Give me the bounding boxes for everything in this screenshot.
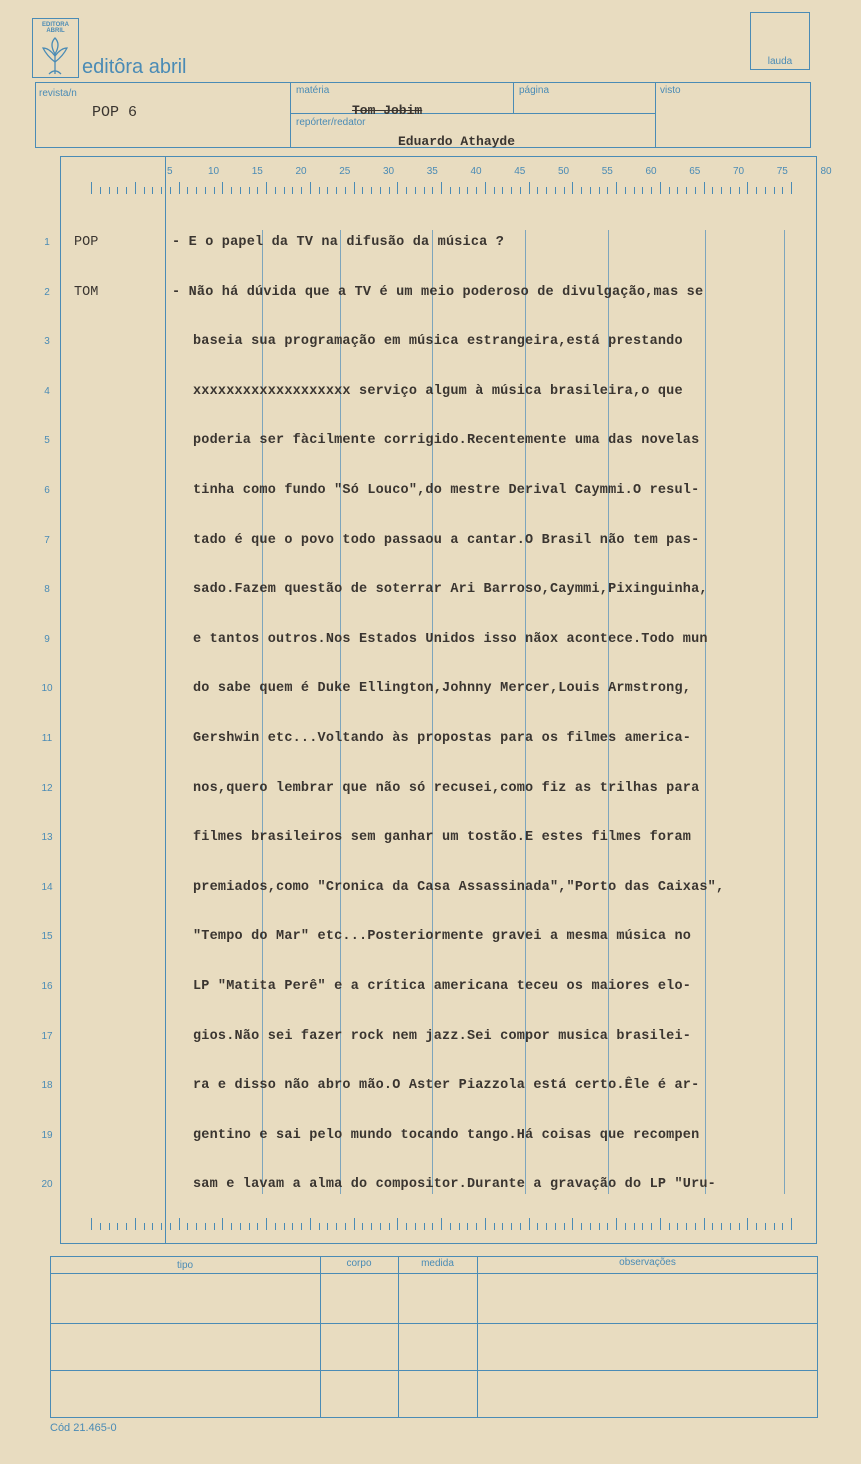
- line-number: 4: [44, 385, 50, 397]
- ruler-tick: [616, 1218, 617, 1230]
- ruler-tick: [327, 1223, 328, 1230]
- ruler-tick: [686, 1223, 687, 1230]
- line-number: 10: [41, 683, 53, 695]
- line-number: 5: [44, 435, 50, 447]
- ruler-number: 5: [166, 166, 173, 177]
- typed-line: Gershwin etc...Voltando às propostas para os filmes america-: [193, 731, 692, 746]
- typed-line: poderia ser fàcilmente corrigido.Recentemente uma das novelas: [193, 433, 700, 449]
- ruler-tick: [467, 1223, 468, 1230]
- ruler-tick: [607, 1223, 608, 1230]
- ruler-tick: [791, 1218, 792, 1230]
- ruler-tick: [257, 1223, 258, 1230]
- line-number: 13: [41, 832, 53, 844]
- ruler-tick: [494, 1223, 495, 1230]
- ruler-tick: [152, 1223, 153, 1230]
- ruler-tick: [415, 1223, 416, 1230]
- ruler-tick: [555, 1223, 556, 1230]
- ruler-tick: [231, 1223, 232, 1230]
- form-code: Cód 21.465-0: [50, 1422, 117, 1434]
- revista-label: revista/n: [39, 88, 77, 99]
- pagina-label: página: [519, 85, 550, 96]
- ruler-tick: [222, 1218, 223, 1230]
- ruler-number: 60: [645, 166, 657, 177]
- ruler-tick: [406, 1223, 407, 1230]
- ruler-tick: [511, 1223, 512, 1230]
- ruler-tick: [109, 1223, 110, 1230]
- typed-line: nos,quero lembrar que não só recusei,como fiz as trilhas para: [193, 780, 700, 796]
- ruler-tick: [371, 1223, 372, 1230]
- ruler-tick: [179, 1218, 180, 1230]
- typed-line: ra e disso não abro mão.O Aster Piazzola está certo.Êle é ar-: [193, 1078, 700, 1094]
- ruler-tick: [625, 1223, 626, 1230]
- ruler-number: 25: [339, 166, 351, 177]
- ruler-tick: [756, 1223, 757, 1230]
- ruler-tick: [782, 1223, 783, 1230]
- ruler-number: 45: [514, 166, 526, 177]
- ruler-tick: [642, 1223, 643, 1230]
- logo-small-text: EDITORA ABRIL: [42, 22, 69, 34]
- ruler-tick: [240, 1223, 241, 1230]
- ruler-tick: [100, 1223, 101, 1230]
- ruler-number: 65: [689, 166, 701, 177]
- line-number: 15: [41, 931, 53, 943]
- line-number: 19: [41, 1129, 53, 1141]
- typed-line: premiados,como "Cronica da Casa Assassinada","Porto das Caixas",: [193, 879, 725, 895]
- ruler-tick: [450, 1223, 451, 1230]
- ruler-tick: [292, 1223, 293, 1230]
- publisher-name: editôra abril: [82, 56, 187, 78]
- typed-line: "Tempo do Mar" etc...Posteriormente gravei a mesma música no: [193, 929, 692, 945]
- corpo-label: corpo: [346, 1258, 372, 1269]
- line-number: 6: [44, 485, 50, 496]
- ruler-tick: [117, 1223, 118, 1230]
- line-number: 12: [41, 782, 53, 794]
- reporter-label: repórter/redator: [296, 117, 366, 128]
- ruler-tick: [284, 1223, 285, 1230]
- typed-line: LP "Matita Perê" e a crítica americana teceu os maiores elo-: [193, 979, 692, 994]
- medida-label: medida: [421, 1258, 454, 1269]
- typed-line: gios.Não sei fazer rock nem jazz.Sei compor musica brasilei-: [193, 1028, 692, 1044]
- typed-line: tado é que o povo todo passaou a cantar.O Brasil não tem pas-: [193, 532, 700, 548]
- typed-line: xxxxxxxxxxxxxxxxxxx serviço algum à música brasileira,o que: [193, 383, 683, 399]
- speaker-label: POP: [74, 235, 99, 250]
- ruler-tick: [712, 1223, 713, 1230]
- materia-label: matéria: [296, 85, 330, 96]
- ruler-tick: [520, 1223, 521, 1230]
- ruler-tick: [310, 1218, 311, 1230]
- visto-label: visto: [660, 85, 681, 96]
- ruler-tick: [581, 1223, 582, 1230]
- ruler-tick: [572, 1218, 573, 1230]
- ruler-tick: [441, 1218, 442, 1230]
- ruler-tick: [161, 1223, 162, 1230]
- line-number: 20: [41, 1179, 53, 1191]
- line-number: 8: [44, 584, 50, 596]
- revista-value: POP 6: [92, 104, 138, 121]
- ruler-tick: [389, 1223, 390, 1230]
- ruler-tick: [205, 1223, 206, 1230]
- ruler-tick: [546, 1223, 547, 1230]
- ruler-tick: [144, 1223, 145, 1230]
- ruler-tick: [669, 1223, 670, 1230]
- ruler-number: 40: [470, 166, 482, 177]
- ruler-tick: [319, 1223, 320, 1230]
- typed-line: tinha como fundo "Só Louco",do mestre Derival Caymmi.O resul-: [193, 483, 700, 498]
- typed-line: - E o papel da TV na difusão da música ?: [172, 235, 505, 250]
- ruler-tick: [774, 1223, 775, 1230]
- ruler-tick: [126, 1223, 127, 1230]
- typed-line: gentino e sai pelo mundo tocando tango.Há coisas que recompen: [193, 1127, 700, 1143]
- typed-line: filmes brasileiros sem ganhar um tostão.E estes filmes foram: [193, 830, 692, 846]
- line-number: 18: [41, 1080, 53, 1092]
- line-number: 2: [44, 286, 50, 298]
- ruler-tick: [564, 1223, 565, 1230]
- footer-table: [50, 1256, 818, 1418]
- ruler-tick: [196, 1223, 197, 1230]
- ruler-tick: [397, 1218, 398, 1230]
- tipo-label: tipo: [176, 1260, 194, 1271]
- ruler-tick: [651, 1223, 652, 1230]
- ruler-tick: [485, 1218, 486, 1230]
- line-number: 14: [41, 881, 53, 893]
- ruler-number: 10: [207, 166, 220, 177]
- ruler-number: 50: [557, 166, 570, 177]
- ruler-tick: [721, 1223, 722, 1230]
- line-number: 17: [41, 1030, 53, 1042]
- ruler-tick: [336, 1223, 337, 1230]
- line-number: 11: [41, 733, 53, 744]
- line-number: 16: [41, 981, 53, 992]
- ruler-tick: [354, 1218, 355, 1230]
- ruler-tick: [730, 1223, 731, 1230]
- line-number: 3: [44, 336, 50, 348]
- ruler-tick: [214, 1223, 215, 1230]
- speaker-label: TOM: [74, 284, 99, 300]
- ruler-tick: [476, 1223, 477, 1230]
- ruler-tick: [459, 1223, 460, 1230]
- ruler-tick: [301, 1223, 302, 1230]
- ruler-tick: [380, 1223, 381, 1230]
- reporter-value: Eduardo Athayde: [398, 134, 516, 149]
- ruler-tick: [704, 1218, 705, 1230]
- materia-value: Tom Jobim: [352, 103, 423, 118]
- ruler-tick: [170, 1223, 171, 1230]
- typed-line: - Não há dúvida que a TV é um meio poderoso de divulgação,mas se: [172, 284, 704, 300]
- typed-line: do sabe quem é Duke Ellington,Johnny Mercer,Louis Armstrong,: [193, 681, 692, 697]
- ruler-tick: [660, 1218, 661, 1230]
- typed-line: sado.Fazem questão de soterrar Ari Barroso,Caymmi,Pixinguinha,: [193, 582, 708, 598]
- line-number: 9: [44, 633, 50, 645]
- ruler-number: 55: [601, 166, 613, 177]
- ruler-number: 30: [382, 166, 395, 177]
- line-number: 7: [44, 534, 50, 546]
- ruler-number: 70: [732, 166, 745, 177]
- ruler-number: 20: [295, 166, 307, 177]
- lauda-label: lauda: [767, 56, 793, 67]
- ruler-tick: [634, 1223, 635, 1230]
- typed-line: sam e lavam a alma do compositor.Durante a gravação do LP "Uru-: [193, 1177, 716, 1193]
- ruler-tick: [529, 1218, 530, 1230]
- ruler-tick: [695, 1223, 696, 1230]
- observacoes-label: observações: [619, 1257, 676, 1268]
- ruler-tick: [187, 1223, 188, 1230]
- ruler-tick: [135, 1218, 136, 1230]
- ruler-tick: [362, 1223, 363, 1230]
- ruler-tick: [765, 1223, 766, 1230]
- ruler-number: 35: [426, 166, 438, 177]
- ruler-tick: [432, 1223, 433, 1230]
- ruler-tick: [275, 1223, 276, 1230]
- ruler-tick: [502, 1223, 503, 1230]
- ruler-tick: [345, 1223, 346, 1230]
- ruler-tick: [537, 1223, 538, 1230]
- ruler-tick: [747, 1218, 748, 1230]
- ruler-tick: [677, 1223, 678, 1230]
- ruler-tick: [599, 1223, 600, 1230]
- ruler-number: 80: [820, 166, 832, 177]
- line-number: 1: [44, 237, 50, 248]
- ruler-tick: [266, 1218, 267, 1230]
- typed-line: baseia sua programação em música estrangeira,está prestando: [193, 334, 683, 350]
- typed-line: e tantos outros.Nos Estados Unidos isso nãox acontece.Todo mun: [193, 631, 708, 647]
- ruler-number: 75: [776, 166, 788, 177]
- ruler-tick: [249, 1223, 250, 1230]
- ruler-tick: [424, 1223, 425, 1230]
- ruler-tick: [739, 1223, 740, 1230]
- ruler-tick: [91, 1218, 92, 1230]
- ruler-number: 15: [251, 166, 263, 177]
- ruler-tick: [590, 1223, 591, 1230]
